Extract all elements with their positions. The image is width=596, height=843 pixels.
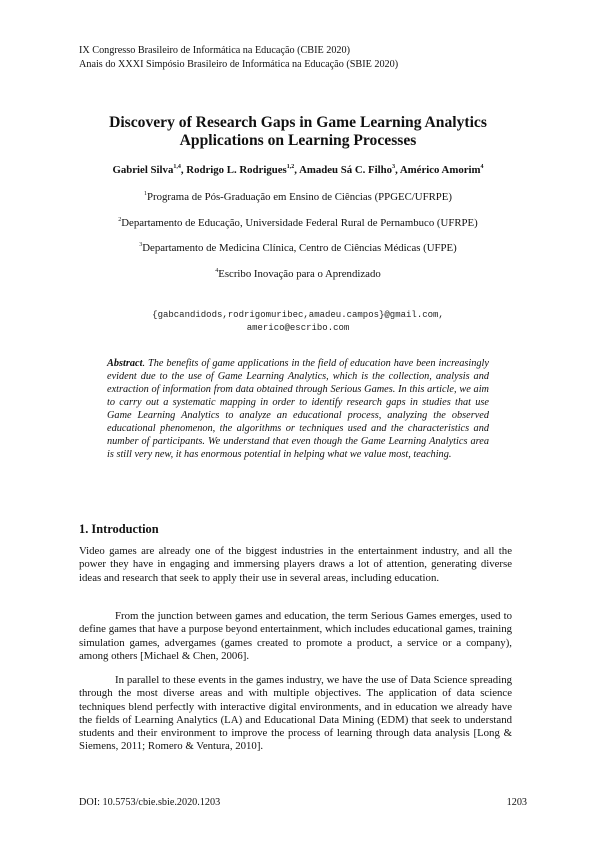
- body-paragraph: Video games are already one of the biggest industries in the entertainment industry, and all the power they have in engaging and immersing players draws a lot of attention, generating diverse ideas and research that seek to apply their use in several areas, including education.: [79, 545, 512, 584]
- conference-header-line-1: IX Congresso Brasileiro de Informática na Educação (CBIE 2020): [79, 45, 351, 56]
- doi-footer: DOI: 10.5753/cbie.sbie.2020.1203: [79, 797, 221, 808]
- section-heading: 1. Introduction: [79, 522, 159, 536]
- author: Rodrigo L. Rodrigues$^{1,2}$,: [186, 164, 300, 176]
- abstract-label: Abstract: [107, 358, 143, 369]
- author: Américo Amorim$^4$: [399, 164, 484, 176]
- author: Gabriel Silva$^{1,4}$,: [112, 164, 187, 176]
- author: Amadeu Sá C. Filho$^3$,: [299, 164, 400, 176]
- page-number: 1203: [506, 797, 527, 808]
- conference-header-line-2: Anais do XXXI Simpósio Brasileiro de Informática na Educação (SBIE 2020): [79, 59, 399, 70]
- body-paragraph: From the junction between games and education, the term Serious Games emerges, used to define games that have a purpose beyond entertainment, which includes educational games, training simulation games, advergames (games created to promote a product, a service or a company), among others [Michael & Chen, 2006].: [79, 610, 512, 662]
- paper-title-line-2: Applications on Learning Processes: [179, 132, 417, 149]
- author-list: [40, 164, 556, 176]
- author-emails: [60, 309, 536, 334]
- affiliation: $^2$Departamento de Educação, Universidade Federal Rural de Pernambuco (UFRPE): [118, 217, 478, 229]
- abstract: [107, 358, 489, 462]
- email-line: americo@escribo.com: [246, 322, 350, 333]
- affiliation: $^4$Escribo Inovação para o Aprendizado: [215, 268, 381, 280]
- paper-title: [40, 114, 556, 150]
- affiliation: $^3$Departamento de Medicina Clínica, Centro de Ciências Médicas (UFPE): [139, 242, 457, 254]
- affiliation: $^1$Programa de Pós-Graduação em Ensino de Ciências (PPGEC/UFRPE): [144, 191, 452, 203]
- abstract-text: . The benefits of game applications in the field of education have been increasingly evident due to the use of Game Learning Analytics, which is the collection, analysis and extraction of information from data obtained through Serious Games. In this article, we aim to carry out a systematic mapping in order to identify research gaps in studies that use Game Learning Analytics to analyze an educational process, analyzing the observed educational phenomenon, the algorithms or techniques used and the characteristics and number of participants. We understand that even though the Game Learning Analytics area is still very new, it has enormous potential in helping what we value most, teaching.: [107, 358, 489, 460]
- email-line: {gabcandidods,rodrigomuribec,amadeu.campos}@gmail.com,: [152, 310, 444, 320]
- paper-title-line-1: Discovery of Research Gaps in Game Learning Analytics: [109, 114, 487, 131]
- body-paragraph: In parallel to these events in the games industry, we have the use of Data Science spreading through the most diverse areas and with multiple objectives. The application of data science techniques blend perfectly with interactive digital environments, and in education we already have the fields of Learning Analytics (LA) and Educational Data Mining (EDM) that seek to understand students and their environment to improve the process of learning through data analysis [Long & Siemens, 2011; Romero & Ventura, 2010].: [79, 674, 512, 753]
